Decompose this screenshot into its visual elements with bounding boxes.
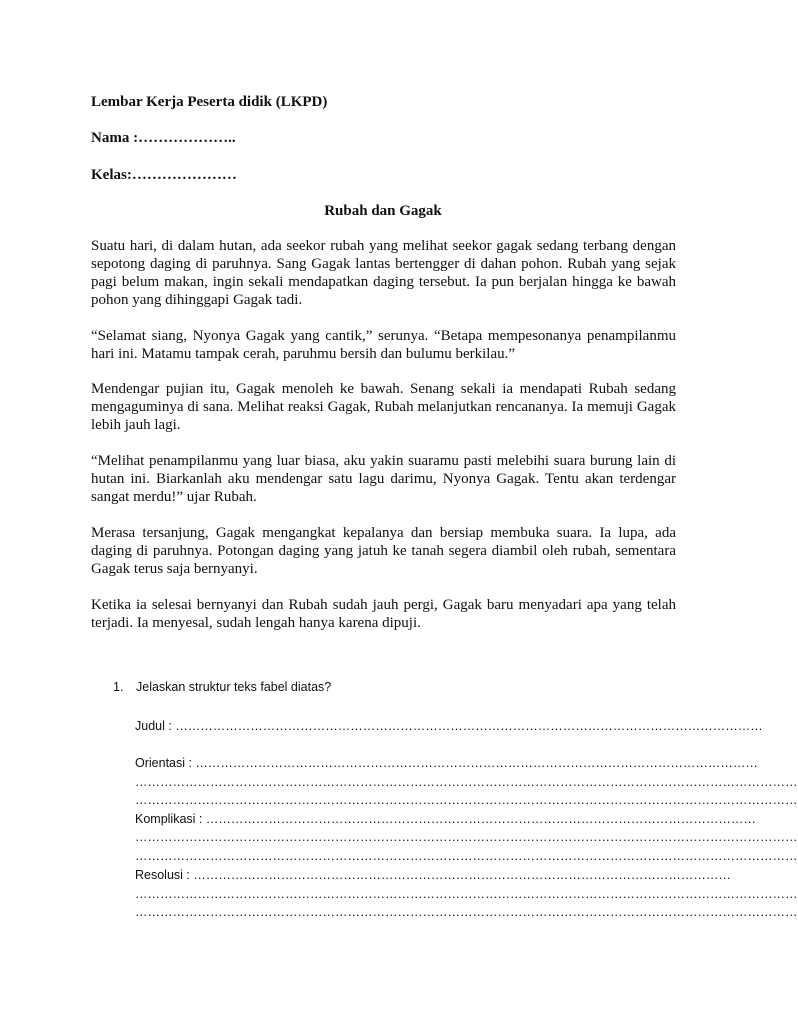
class-field-line: Kelas:………………… [91, 167, 237, 183]
answer-dotted-line: …………………………………………………………………………………………………………………………………………… [135, 887, 798, 901]
answer-orientasi-line: Orientasi : ……………………………………………………………………………………………………………………… [135, 756, 758, 770]
story-paragraph-5: Merasa tersanjung, Gagak mengangkat kepalanya dan bersiap membuka suara. Ia lupa, ada daging di paruhnya. Potongan daging yang jatuh ke tanah segera diambil oleh rubah, sementara Gagak terus saja bernyanyi. [91, 525, 676, 577]
answer-dotted-line: …………………………………………………………………………………………………………………………………………… [135, 830, 798, 844]
answer-komplikasi-line: Komplikasi : …………………………………………………………………………………………………………………… [135, 812, 756, 826]
story-paragraph-1: Suatu hari, di dalam hutan, ada seekor rubah yang melihat seekor gagak sedang terbang dengan sepotong daging di paruhnya. Sang Gagak lantas bertengger di dahan pohon. Rubah yang sejak pagi belum makan, ingin sekali mendapatkan daging tersebut. Ia pun berjalan hingga ke bawah pohon yang dihinggapi Gagak tadi. [91, 238, 676, 308]
answer-resolusi-line: Resolusi : ………………………………………………………………………………………………………………… [135, 868, 731, 882]
question-number: 1. [113, 680, 124, 694]
story-title: Rubah dan Gagak [324, 203, 442, 219]
story-paragraph-4: “Melihat penampilanmu yang luar biasa, aku yakin suaramu pasti melebihi suara burung lain di hutan ini. Biarkanlah aku mendengar satu lagu darimu, Nyonya Gagak. Tentu akan terdengar sangat merdu!” ujar Rubah. [91, 453, 676, 505]
answer-dotted-line: …………………………………………………………………………………………………………………………………………… [135, 775, 798, 789]
worksheet-title: Lembar Kerja Peserta didik (LKPD) [91, 94, 328, 110]
answer-dotted-line: …………………………………………………………………………………………………………………………………………… [135, 793, 798, 807]
answer-dotted-line: …………………………………………………………………………………………………………………………………………… [135, 849, 798, 863]
story-paragraph-6: Ketika ia selesai bernyanyi dan Rubah sudah jauh pergi, Gagak baru menyadari apa yang telah terjadi. Ia menyesal, sudah lengah hanya karena dipuji. [91, 597, 676, 631]
question-text: Jelaskan struktur teks fabel diatas? [136, 680, 332, 694]
story-paragraph-3: Mendengar pujian itu, Gagak menoleh ke bawah. Senang sekali ia mendapati Rubah sedang mengaguminya di sana. Melihat reaksi Gagak, Rubah melanjutkan rencananya. Ia memuji Gagak lebih jauh lagi. [91, 381, 676, 433]
name-field-line: Nama :……………….. [91, 130, 236, 146]
answer-judul-line: Judul : …………………………………………………………………………………………………………………………… [135, 719, 763, 733]
story-paragraph-2: “Selamat siang, Nyonya Gagak yang cantik,” serunya. “Betapa mempesonanya penampilanmu hari ini. Matamu tampak cerah, paruhmu bersih dan bulumu berkilau.” [91, 328, 676, 362]
answer-dotted-line: …………………………………………………………………………………………………………………………………………… [135, 905, 798, 919]
